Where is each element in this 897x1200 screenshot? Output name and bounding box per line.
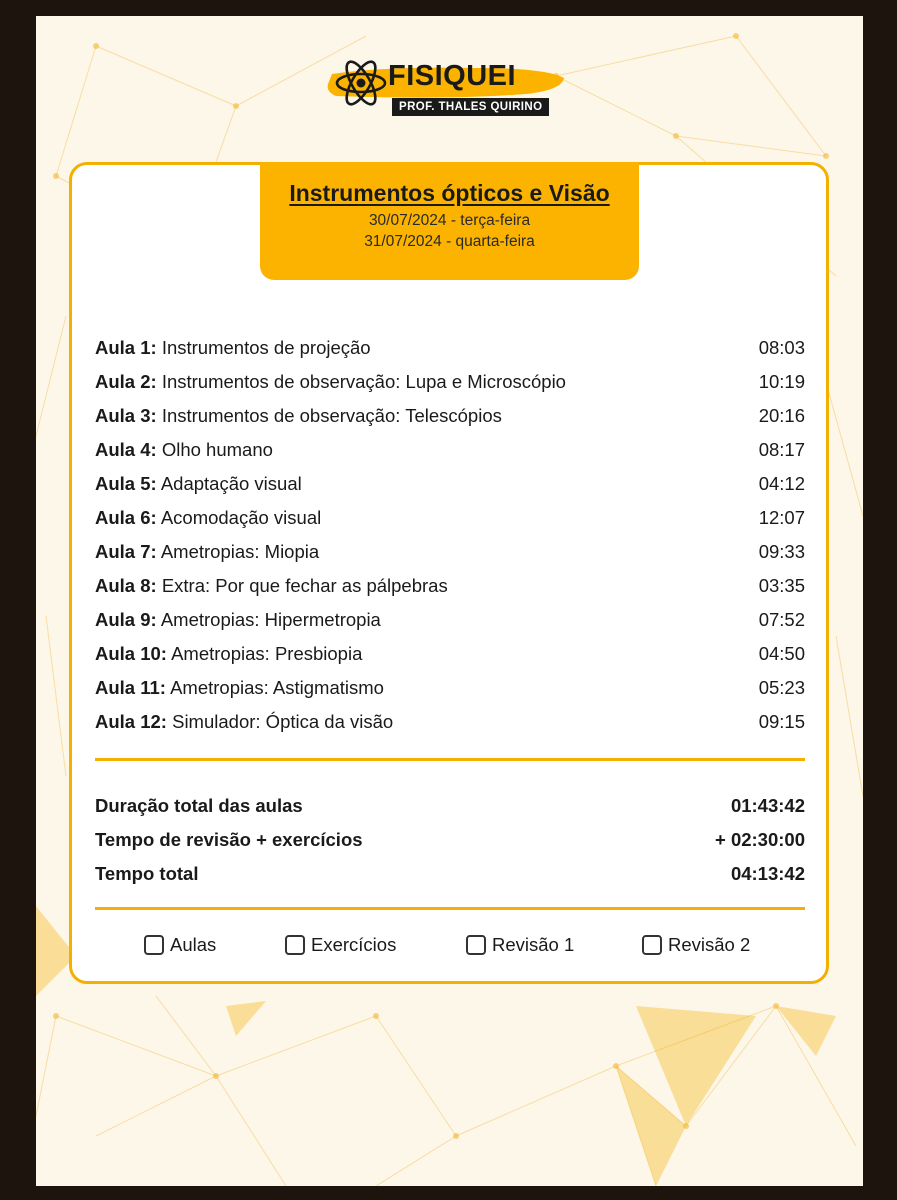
lesson-row — [95, 331, 805, 365]
lesson-number: Aula 11: — [95, 677, 166, 698]
lesson-label — [95, 575, 448, 597]
lesson-row — [95, 467, 805, 501]
checkbox-revisao-1[interactable] — [466, 933, 574, 957]
schedule-date: 31/07/2024 - quarta-feira — [364, 233, 535, 250]
lesson-title: Simulador: Óptica da visão — [172, 711, 394, 732]
lesson-title: Extra: Por que fechar as pálpebras — [161, 575, 448, 596]
total-row — [95, 823, 805, 857]
lesson-label — [95, 405, 502, 427]
lesson-title: Ametropias: Astigmatismo — [170, 677, 384, 698]
fisiquei-logo — [326, 54, 566, 120]
lesson-number: Aula 10: — [95, 643, 167, 664]
total-label: Tempo total — [95, 863, 199, 884]
checkbox-label: Revisão 2 — [668, 934, 751, 955]
logo-brand-text: FISIQUEI — [388, 60, 517, 92]
total-value: 04:13:42 — [730, 863, 805, 884]
checkbox-label: Revisão 1 — [492, 934, 575, 955]
lesson-number: Aula 8: — [95, 575, 157, 596]
total-value: 01:43:42 — [730, 795, 805, 816]
lesson-row — [95, 501, 805, 535]
schedule-date: 30/07/2024 - terça-feira — [368, 212, 531, 229]
lesson-row — [95, 705, 805, 739]
lesson-number: Aula 5: — [95, 473, 157, 494]
lesson-number: Aula 4: — [95, 439, 157, 460]
checkbox-label: Aulas — [170, 934, 217, 955]
checkbox-icon[interactable] — [285, 935, 305, 955]
schedule-page — [36, 16, 863, 1186]
lesson-label — [95, 371, 566, 393]
lesson-duration: 03:35 — [758, 575, 805, 596]
atom-icon — [334, 56, 388, 110]
lesson-list — [95, 331, 805, 739]
lesson-title: Ametropias: Hipermetropia — [160, 609, 381, 630]
logo-subtitle: PROF. THALES QUIRINO — [392, 98, 549, 116]
lesson-duration: 05:23 — [758, 677, 805, 698]
lesson-row — [95, 671, 805, 705]
lesson-duration: 09:15 — [758, 711, 805, 732]
lesson-number: Aula 1: — [95, 337, 157, 358]
lesson-title: Ametropias: Presbiopia — [171, 643, 363, 664]
total-label: Tempo de revisão + exercícios — [95, 829, 363, 850]
checkbox-revisao-2[interactable] — [642, 933, 750, 957]
lesson-duration: 09:33 — [758, 541, 805, 562]
checkbox-icon[interactable] — [466, 935, 486, 955]
lesson-title: Olho humano — [161, 439, 273, 460]
lesson-duration: 10:19 — [758, 371, 805, 392]
lesson-title: Instrumentos de projeção — [161, 337, 371, 358]
lesson-title: Acomodação visual — [160, 507, 322, 528]
total-label: Duração total das aulas — [95, 795, 303, 816]
lesson-row — [95, 399, 805, 433]
checkbox-exercicios[interactable] — [285, 933, 396, 957]
schedule-header — [260, 162, 639, 280]
lesson-row — [95, 433, 805, 467]
section-divider — [95, 758, 805, 761]
lesson-number: Aula 9: — [95, 609, 157, 630]
lesson-title: Instrumentos de observação: Lupa e Microscópio — [161, 371, 566, 392]
lesson-label — [95, 711, 393, 733]
lesson-duration: 04:50 — [758, 643, 805, 664]
lesson-label — [95, 643, 362, 665]
lesson-number: Aula 3: — [95, 405, 157, 426]
lesson-duration: 08:17 — [758, 439, 805, 460]
lesson-number: Aula 7: — [95, 541, 157, 562]
lesson-label — [95, 677, 384, 699]
lesson-label — [95, 337, 371, 359]
lesson-row — [95, 535, 805, 569]
lesson-title: Adaptação visual — [160, 473, 302, 494]
lesson-row — [95, 365, 805, 399]
total-row — [95, 857, 805, 891]
lesson-label — [95, 541, 319, 563]
total-row — [95, 789, 805, 823]
lesson-duration: 07:52 — [758, 609, 805, 630]
lesson-row — [95, 603, 805, 637]
schedule-title: Instrumentos ópticos e Visão — [289, 180, 610, 206]
lesson-row — [95, 569, 805, 603]
lesson-duration: 04:12 — [758, 473, 805, 494]
lesson-title: Ametropias: Miopia — [160, 541, 320, 562]
lesson-row — [95, 637, 805, 671]
lesson-duration: 20:16 — [758, 405, 805, 426]
section-divider — [95, 907, 805, 910]
lesson-duration: 12:07 — [758, 507, 805, 528]
checkbox-label: Exercícios — [311, 934, 397, 955]
schedule-card — [69, 162, 829, 984]
lesson-label — [95, 439, 273, 461]
lesson-number: Aula 12: — [95, 711, 167, 732]
lesson-number: Aula 2: — [95, 371, 157, 392]
lesson-number: Aula 6: — [95, 507, 157, 528]
lesson-label — [95, 473, 302, 495]
checkbox-aulas[interactable] — [144, 933, 216, 957]
checkbox-icon[interactable] — [144, 935, 164, 955]
total-value: + 02:30:00 — [715, 829, 805, 850]
lesson-label — [95, 507, 321, 529]
lesson-label — [95, 609, 381, 631]
lesson-title: Instrumentos de observação: Telescópios — [161, 405, 502, 426]
lesson-duration: 08:03 — [758, 337, 805, 358]
checkbox-icon[interactable] — [642, 935, 662, 955]
totals-section — [95, 789, 805, 891]
